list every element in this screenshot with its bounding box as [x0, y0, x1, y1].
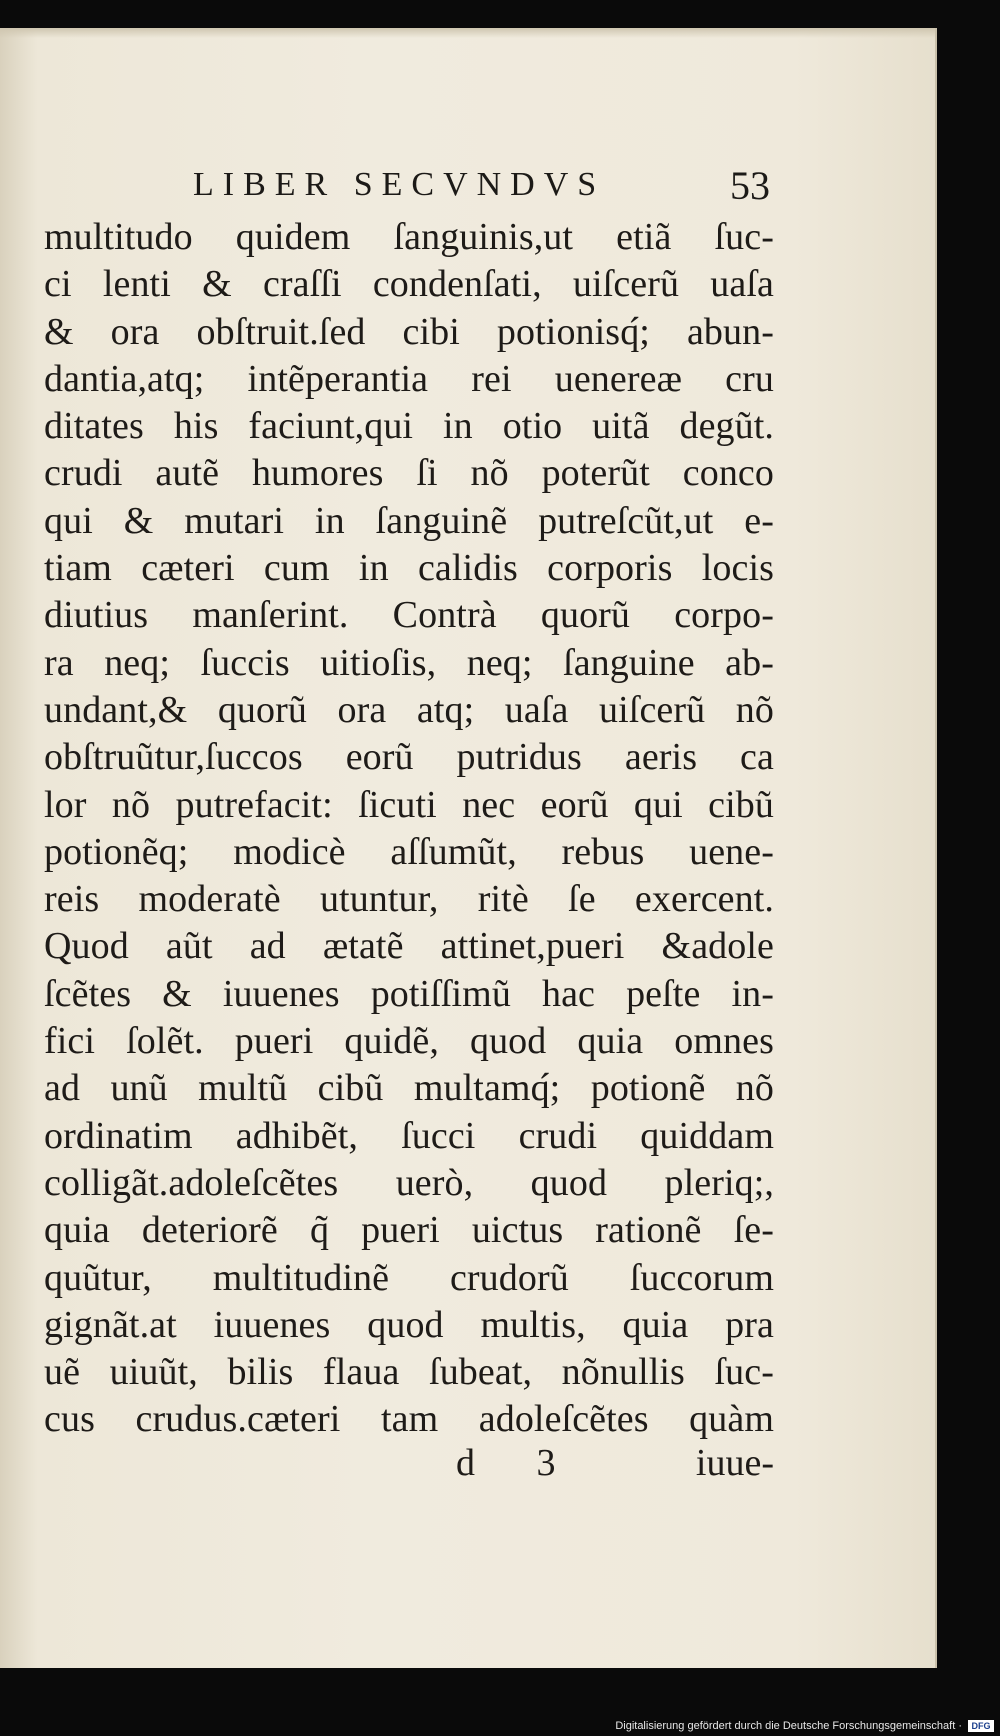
text-line: fici ſolẽt. pueri quidẽ, quod quia omnes: [44, 1020, 774, 1063]
catchword: iuue-: [695, 1442, 774, 1484]
text-line: cus crudus.cæteri tam adoleſcẽtes quàm: [44, 1398, 774, 1441]
running-title: LIBER SECVNDVS: [193, 166, 606, 203]
text-line: undant,& quorũ ora atq; uaſa uiſcerũ nõ: [44, 688, 774, 731]
text-line: ſcẽtes & iuuenes potiſſimũ hac peſte in-: [44, 972, 774, 1015]
text-line: crudi autẽ humores ſi nõ poterũt conco: [44, 452, 774, 495]
text-line: qui & mutari in ſanguinẽ putreſcũt,ut e-: [44, 499, 774, 542]
text-line: lor nõ putrefacit: ſicuti nec eorũ qui cibũ: [44, 783, 774, 826]
text-line: ci lenti & craſſi condenſati, uiſcerũ uaſa: [44, 263, 774, 306]
page-number: 53: [730, 163, 770, 208]
text-line: ordinatim adhibẽt, ſucci crudi quiddam: [44, 1114, 774, 1157]
text-line: tiam cæteri cum in calidis corporis locis: [44, 547, 774, 590]
text-line: ra neq; ſuccis uitioſis, neq; ſanguine ab-: [44, 641, 774, 684]
text-line: reis moderatè utuntur, ritè ſe exercent.: [44, 878, 774, 921]
page-edge-shadow: [0, 28, 935, 38]
text-line: colligãt.adoleſcẽtes uerò, quod pleriq;,: [44, 1161, 774, 1204]
text-line: obſtruũtur,ſuccos eorũ putridus aeris ca: [44, 736, 774, 779]
text-line: ditates his faciunt,qui in otio uitã degũt.: [44, 405, 774, 448]
text-line: multitudo quidem ſanguinis,ut etiã ſuc-: [44, 216, 774, 258]
text-line: quia deteriorẽ q̃ pueri uictus rationẽ ſe-: [44, 1209, 774, 1252]
text-line: gignãt.at iuuenes quod multis, quia pra: [44, 1303, 774, 1346]
dfg-logo: DFG: [968, 1720, 994, 1732]
page-header: [48, 146, 770, 206]
text-line: diutius manſerint. Contrà quorũ corpo-: [44, 594, 774, 637]
book-page: [0, 28, 937, 1668]
text-line: dantia,atq; intẽperantia rei uenereæ cru: [44, 357, 774, 400]
text-line: & ora obſtruit.ſed cibi potionisq́; abun-: [44, 310, 774, 353]
text-line: ad unũ multũ cibũ multamq́; potionẽ nõ: [44, 1067, 774, 1110]
body-text: [44, 214, 774, 1444]
text-line: Quod aũt ad ætatẽ attinet,pueri &adole: [44, 925, 774, 968]
text-line: quũtur, multitudinẽ crudorũ ſuccorum: [44, 1256, 774, 1299]
text-line: uẽ uiuũt, bilis flaua ſubeat, nõnullis ſuc-: [44, 1351, 774, 1394]
signature-mark: d 3: [456, 1442, 582, 1484]
digitization-credit: Digitalisierung gefördert durch die Deutsche Forschungsgemeinschaft ·: [615, 1720, 962, 1732]
catchline: [44, 1441, 774, 1491]
text-line: potionẽq; modicè aſſumũt, rebus uene-: [44, 830, 774, 873]
